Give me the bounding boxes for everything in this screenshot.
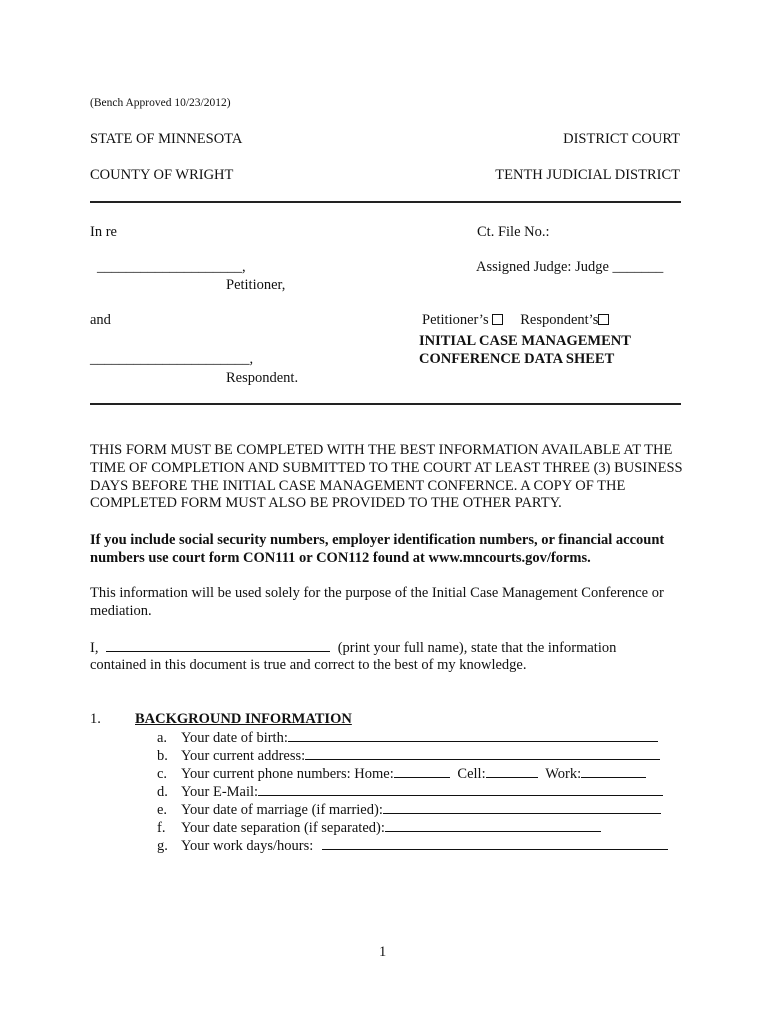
item-letter: c. — [157, 766, 168, 782]
party-checkboxes — [422, 311, 609, 329]
file-number-field[interactable]: Ct. File No.: — [477, 224, 550, 240]
form-title-line1: INITIAL CASE MANAGEMENT — [419, 333, 631, 349]
respondent-label: Respondent. — [226, 370, 299, 386]
court-label: DISTRICT COURT — [563, 131, 680, 147]
petitioner-label: Petitioner, — [226, 277, 286, 293]
attestation-line2: contained in this document is true and correct to the best of my knowledge. — [90, 657, 527, 673]
page-number: 1 — [379, 944, 387, 960]
item-label: Your current phone numbers: Home: — [181, 766, 394, 782]
item-letter: g. — [157, 838, 168, 854]
item-letter: e. — [157, 802, 168, 818]
ssn-notice: If you include social security numbers, employer identification numbers, or financial account numbers use court form CON111 or CON112 found at www.mncourts.gov/forms. — [90, 532, 665, 566]
separation-date-field[interactable] — [385, 818, 601, 832]
completion-notice: THIS FORM MUST BE COMPLETED WITH THE BEST INFORMATION AVAILABLE AT THE TIME OF COMPLETION AND SUBMITTED TO THE COURT AT LEAST THREE (3) BUSINESS DAYS BEFORE THE INITIAL CASE MANAGEMENT CONFERNCE. A COPY OF THE COMPLETED FORM MUST ALSO BE PROVIDED TO THE OTHER PARTY. — [90, 442, 683, 512]
item-letter: a. — [157, 730, 168, 746]
home-phone-field[interactable] — [394, 764, 450, 778]
section-number: 1. — [90, 711, 101, 727]
list-item — [157, 728, 658, 747]
attestation-line1 — [90, 638, 616, 657]
marriage-date-field[interactable] — [383, 800, 661, 814]
work-label: Work: — [545, 766, 582, 782]
petitioner-name-field[interactable]: ____________________, — [97, 259, 246, 275]
cell-phone-field[interactable] — [486, 764, 538, 778]
work-phone-field[interactable] — [581, 764, 646, 778]
full-name-field[interactable] — [106, 638, 330, 652]
item-letter: f. — [157, 820, 166, 836]
item-letter: d. — [157, 784, 168, 800]
item-label: Your date of birth: — [181, 730, 288, 746]
form-title-line2: CONFERENCE DATA SHEET — [419, 351, 615, 367]
cell-label: Cell: — [457, 766, 486, 782]
respondents-checkbox-label: Respondent’s — [520, 312, 599, 328]
state-label: STATE OF MINNESOTA — [90, 131, 243, 147]
attestation-suffix: (print your full name), state that the information — [337, 640, 617, 656]
and-label: and — [90, 312, 111, 328]
bench-approved-note: (Bench Approved 10/23/2012) — [90, 97, 231, 109]
date-of-birth-field[interactable] — [288, 728, 658, 742]
list-item — [157, 836, 668, 855]
respondents-checkbox[interactable] — [598, 314, 609, 325]
section-heading: BACKGROUND INFORMATION — [135, 711, 352, 727]
purpose-statement: This information will be used solely for the purpose of the Initial Case Management Conference or mediation. — [90, 585, 664, 619]
item-label: Your work days/hours: — [181, 838, 314, 854]
petitioners-checkbox[interactable] — [492, 314, 503, 325]
list-item — [157, 782, 663, 801]
petitioners-checkbox-label: Petitioner’s — [422, 312, 489, 328]
county-label: COUNTY OF WRIGHT — [90, 167, 234, 183]
attestation-prefix: I, — [90, 640, 99, 656]
header-divider — [90, 201, 681, 203]
item-label: Your date of marriage (if married): — [181, 802, 383, 818]
district-label: TENTH JUDICIAL DISTRICT — [495, 167, 680, 183]
item-label: Your date separation (if separated): — [181, 820, 385, 836]
item-label: Your E-Mail: — [181, 784, 259, 800]
list-item — [157, 764, 646, 783]
current-address-field[interactable] — [305, 746, 660, 760]
item-label: Your current address: — [181, 748, 306, 764]
assigned-judge-field[interactable]: Assigned Judge: Judge _______ — [476, 259, 664, 275]
email-field[interactable] — [258, 782, 663, 796]
work-hours-field[interactable] — [322, 836, 668, 850]
list-item — [157, 800, 661, 819]
item-letter: b. — [157, 748, 168, 764]
caption-divider — [90, 403, 681, 405]
respondent-name-field[interactable]: ______________________, — [90, 351, 254, 367]
list-item — [157, 746, 660, 765]
list-item — [157, 818, 601, 837]
in-re-label: In re — [90, 224, 117, 240]
